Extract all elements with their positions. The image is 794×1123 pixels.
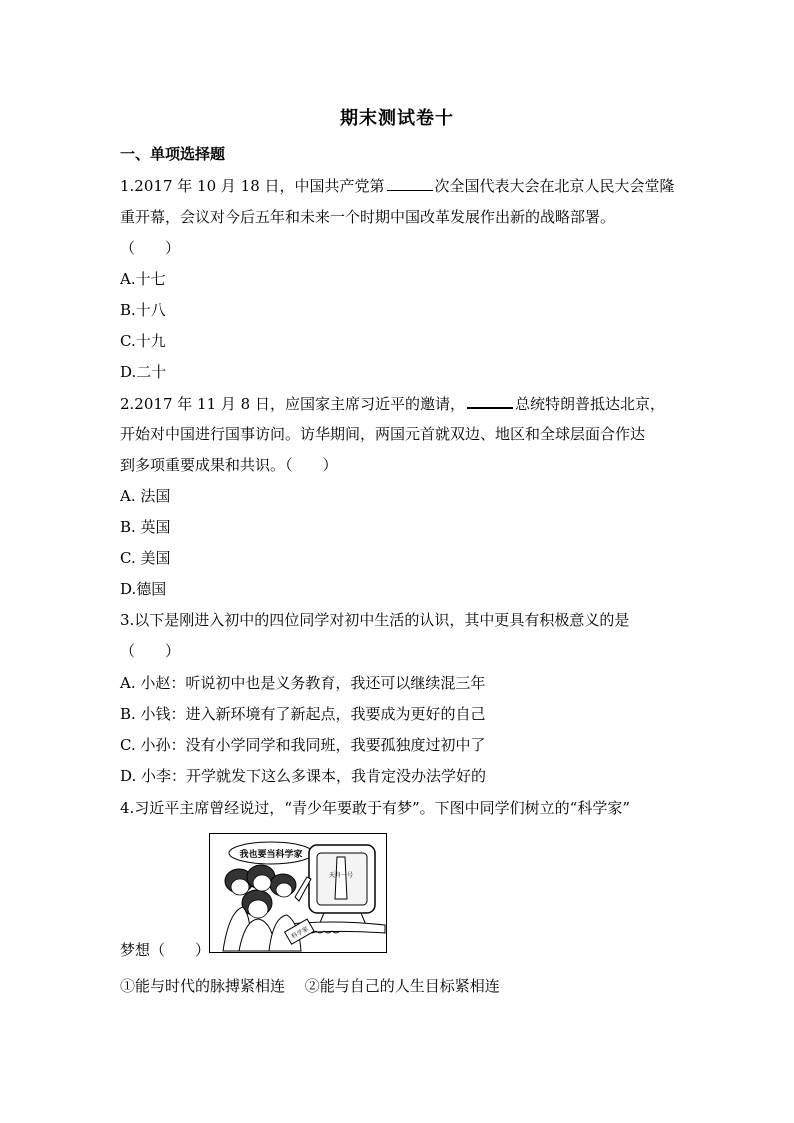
q2-text-pre: 2.2017 年 11 月 8 日，应国家主席习近平的邀请， (120, 395, 465, 413)
q1-bracket: （ ） (120, 239, 181, 257)
section-heading: 一、单项选择题 (120, 145, 226, 163)
scientist-dream-illustration (209, 833, 387, 953)
illustration-svg (209, 833, 387, 953)
q2-line2: 开始对中国进行国事访问。访华期间，两国元首就双边、地区和全球层面合作达 (120, 425, 646, 443)
q2-option-b: B. 英国 (120, 518, 171, 536)
q2-line1 (120, 393, 665, 414)
q2-option-a: A. 法国 (120, 487, 171, 505)
q1-option-b: B.十八 (120, 301, 166, 319)
q1-line1 (120, 176, 675, 196)
q1-text-post: 次全国代表大会在北京人民大会堂隆 (434, 177, 675, 195)
q1-blank (387, 176, 433, 191)
q3-option-b: B. 小钱：进入新环境有了新起点，我要成为更好的自己 (120, 705, 486, 723)
q4-line2: 梦想（ ） (120, 941, 211, 959)
q4-choices: ①能与时代的脉搏紧相连 ②能与自己的人生目标紧相连 (120, 977, 500, 995)
q1-option-c: C.十九 (120, 332, 166, 350)
q3-option-d: D. 小李：开学就发下这么多课本，我肯定没办法学好的 (120, 767, 487, 785)
q1-option-d: D.二十 (120, 363, 167, 381)
q2-option-c: C. 美国 (120, 549, 171, 567)
figure-card-text: 科学家 (290, 925, 310, 941)
q1-line2: 重开幕，会议对今后五年和未来一个时期中国改革发展作出新的战略部署。 (120, 208, 616, 226)
q1-text-pre: 1.2017 年 10 月 18 日，中国共产党第 (120, 177, 385, 195)
q2-option-d: D.德国 (120, 580, 167, 598)
q3-bracket: （ ） (120, 642, 181, 660)
q1-option-a: A.十七 (120, 270, 166, 288)
q4-line1: 4.习近平主席曾经说过，“青少年要敢于有梦”。下图中同学们树立的“科学家” (120, 799, 630, 817)
q2-blank (467, 393, 513, 409)
q2-line3: 到多项重要成果和共识。（ ） (120, 456, 338, 474)
page-title: 期末测试卷十 (340, 108, 454, 129)
q3-line1: 3.以下是刚进入初中的四位同学对初中生活的认识，其中更具有积极意义的是 (120, 611, 630, 629)
q2-text-post: 总统特朗普抵达北京， (514, 395, 665, 413)
figure-caption: 我也要当科学家 (239, 850, 303, 860)
q3-option-a: A. 小赵：听说初中也是义务教育，我还可以继续混三年 (120, 674, 486, 692)
figure-screen-text: 天舟一号 (328, 872, 354, 879)
q3-option-c: C. 小孙：没有小学同学和我同班，我要孤独度过初中了 (120, 736, 486, 754)
